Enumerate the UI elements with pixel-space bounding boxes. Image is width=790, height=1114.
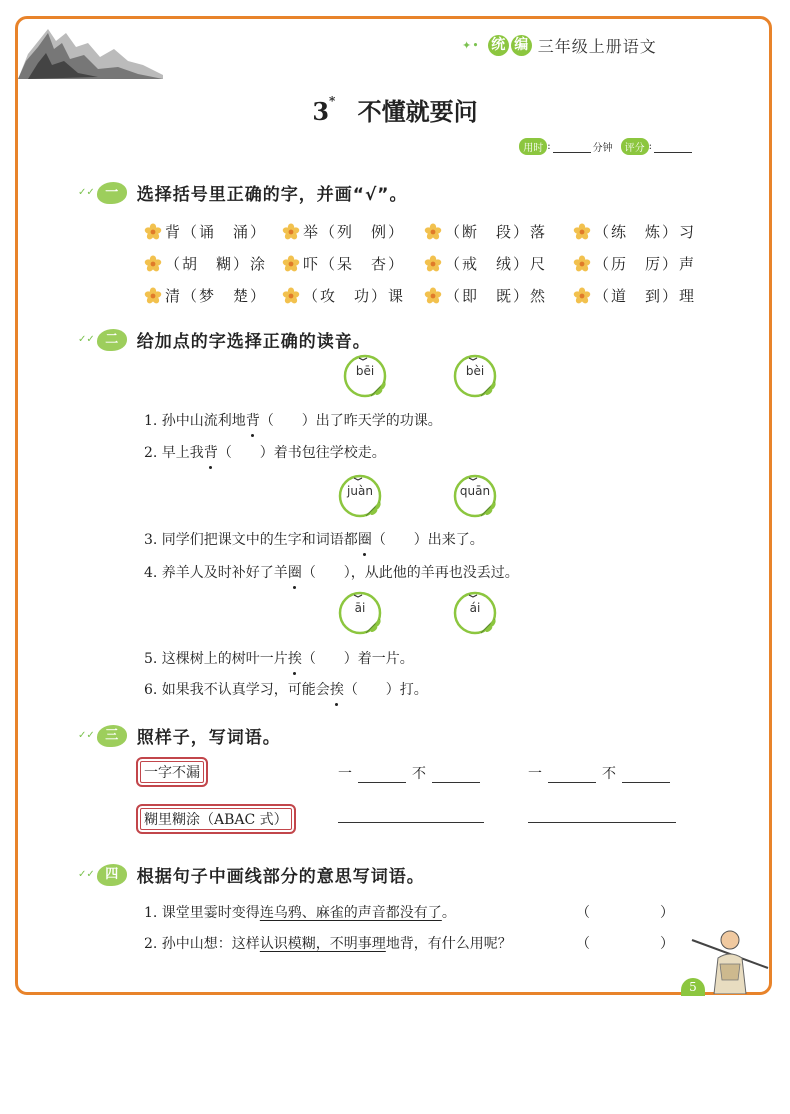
sentence-3: 3. 同学们把课文中的生字和词语都圈（ ）出来了。 bbox=[144, 532, 484, 548]
flower-icon bbox=[424, 255, 442, 273]
pinyin-option[interactable]: quān bbox=[451, 472, 499, 520]
lesson-number: 3 bbox=[312, 97, 330, 126]
header-badge-2: 编 bbox=[511, 35, 532, 56]
choice-item[interactable]: （即 既）然 bbox=[424, 285, 547, 306]
flower-icon bbox=[144, 223, 162, 241]
section-4-title: 根据句子中画线部分的意思写词语。 bbox=[136, 867, 425, 887]
flower-icon bbox=[282, 255, 300, 273]
pinyin-option[interactable]: āi bbox=[336, 589, 384, 637]
section-1-heading bbox=[78, 180, 407, 205]
section-3-badge: 三 bbox=[97, 725, 127, 747]
pinyin-option[interactable]: juàn bbox=[336, 472, 384, 520]
choice-item[interactable]: （历 厉）声 bbox=[573, 253, 696, 274]
answer-line[interactable] bbox=[338, 822, 484, 823]
mountain-ink-illustration bbox=[18, 19, 163, 79]
score-colon: : bbox=[648, 141, 652, 152]
flower-icon bbox=[573, 255, 591, 273]
section-4-heading bbox=[78, 862, 425, 887]
page-number: 5 bbox=[681, 978, 705, 996]
sample-word-1: 一字不漏 bbox=[136, 757, 208, 787]
dotted-char: 挨 bbox=[287, 651, 302, 667]
choice-item[interactable]: （戒 绒）尺 bbox=[424, 253, 547, 274]
check-decoration-icon: ✓✓ bbox=[78, 187, 95, 198]
section-1-badge: 一 bbox=[97, 182, 127, 204]
section-2-badge: 二 bbox=[97, 329, 127, 351]
blank[interactable] bbox=[622, 768, 670, 783]
dotted-char: 背 bbox=[245, 413, 260, 429]
pinyin-option[interactable]: ái bbox=[451, 589, 499, 637]
flower-icon bbox=[144, 255, 162, 273]
section-2-title: 给加点的字选择正确的读音。 bbox=[136, 332, 371, 352]
sample-word-2: 糊里糊涂（ABAC 式） bbox=[136, 804, 296, 834]
underlined-phrase: 认识模糊，不明事理 bbox=[259, 936, 386, 952]
dots-decoration-icon: ✦• bbox=[462, 39, 480, 52]
section-2-heading bbox=[78, 327, 371, 352]
dotted-char: 圈 bbox=[357, 532, 372, 548]
flower-icon bbox=[424, 223, 442, 241]
pinyin-option[interactable]: bēi bbox=[341, 352, 389, 400]
choice-item[interactable]: （攻 功）课 bbox=[282, 285, 405, 306]
choice-item[interactable]: （断 段）落 bbox=[424, 221, 547, 242]
time-blank[interactable] bbox=[553, 141, 591, 153]
score-label: 评分 bbox=[621, 138, 649, 155]
header-badge-1: 统 bbox=[488, 35, 509, 56]
choice-item[interactable]: （练 炼）习 bbox=[573, 221, 696, 242]
flower-icon bbox=[282, 287, 300, 305]
q4-answer-2[interactable]: （ ） bbox=[576, 936, 674, 952]
choice-item[interactable]: 吓（呆 杏） bbox=[282, 253, 405, 274]
dotted-char: 圈 bbox=[287, 565, 302, 581]
score-row bbox=[519, 138, 694, 155]
section-1-title: 选择括号里正确的字，并画“√”。 bbox=[136, 185, 408, 205]
choice-item[interactable]: 举（列 例） bbox=[282, 221, 405, 242]
score-blank[interactable] bbox=[654, 141, 692, 153]
check-decoration-icon: ✓✓ bbox=[78, 334, 95, 345]
blank-pattern-2: 一 不 bbox=[528, 763, 676, 783]
section-4-badge: 四 bbox=[97, 864, 127, 886]
header-tag bbox=[462, 34, 657, 57]
sentence-1: 1. 孙中山流利地背（ ）出了昨天学的功课。 bbox=[144, 413, 442, 429]
flower-icon bbox=[144, 287, 162, 305]
blank[interactable] bbox=[432, 768, 480, 783]
sentence-2: 2. 早上我背（ ）着书包往学校走。 bbox=[144, 445, 386, 461]
time-label: 用时 bbox=[519, 138, 547, 155]
time-unit: 分钟 bbox=[592, 143, 613, 154]
choice-item[interactable]: 清（梦 楚） bbox=[144, 285, 267, 306]
choice-item[interactable]: （胡 糊）涂 bbox=[144, 253, 267, 274]
section-3-heading bbox=[78, 723, 281, 748]
time-colon: : bbox=[547, 141, 551, 152]
flower-icon bbox=[424, 287, 442, 305]
choice-item[interactable]: （道 到）理 bbox=[573, 285, 696, 306]
q4-sentence-2: 2. 孙中山想：这样认识模糊，不明事理地背，有什么用呢？ bbox=[144, 936, 512, 952]
dotted-char: 背 bbox=[203, 445, 218, 461]
blank-pattern-1: 一 不 bbox=[338, 763, 486, 783]
blank[interactable] bbox=[548, 768, 596, 783]
header-subtitle: 三年级上册语文 bbox=[537, 37, 657, 56]
flower-icon bbox=[573, 287, 591, 305]
answer-line[interactable] bbox=[528, 822, 676, 823]
sentence-4: 4. 养羊人及时补好了羊圈（ ），从此他的羊再也没丢过。 bbox=[144, 565, 519, 581]
underlined-phrase: 连乌鸦、麻雀的声音都没有了 bbox=[259, 905, 442, 921]
flower-icon bbox=[282, 223, 300, 241]
lesson-title-text: 不懂就要问 bbox=[357, 97, 478, 126]
lesson-title bbox=[0, 92, 790, 127]
sentence-6: 6. 如果我不认真学习，可能会挨（ ）打。 bbox=[144, 682, 428, 698]
check-decoration-icon: ✓✓ bbox=[78, 869, 95, 880]
sentence-5: 5. 这棵树上的树叶一片挨（ ）着一片。 bbox=[144, 651, 414, 667]
check-decoration-icon: ✓✓ bbox=[78, 730, 95, 741]
lesson-star: * bbox=[329, 94, 336, 108]
flower-icon bbox=[573, 223, 591, 241]
blank[interactable] bbox=[358, 768, 406, 783]
choice-item[interactable]: 背（诵 涌） bbox=[144, 221, 267, 242]
section-3-title: 照样子，写词语。 bbox=[136, 728, 281, 748]
pinyin-option[interactable]: bèi bbox=[451, 352, 499, 400]
q4-answer-1[interactable]: （ ） bbox=[576, 905, 674, 921]
dotted-char: 挨 bbox=[329, 682, 344, 698]
page-frame bbox=[15, 16, 772, 995]
q4-sentence-1: 1. 课堂里霎时变得连乌鸦、麻雀的声音都没有了。 bbox=[144, 905, 456, 921]
